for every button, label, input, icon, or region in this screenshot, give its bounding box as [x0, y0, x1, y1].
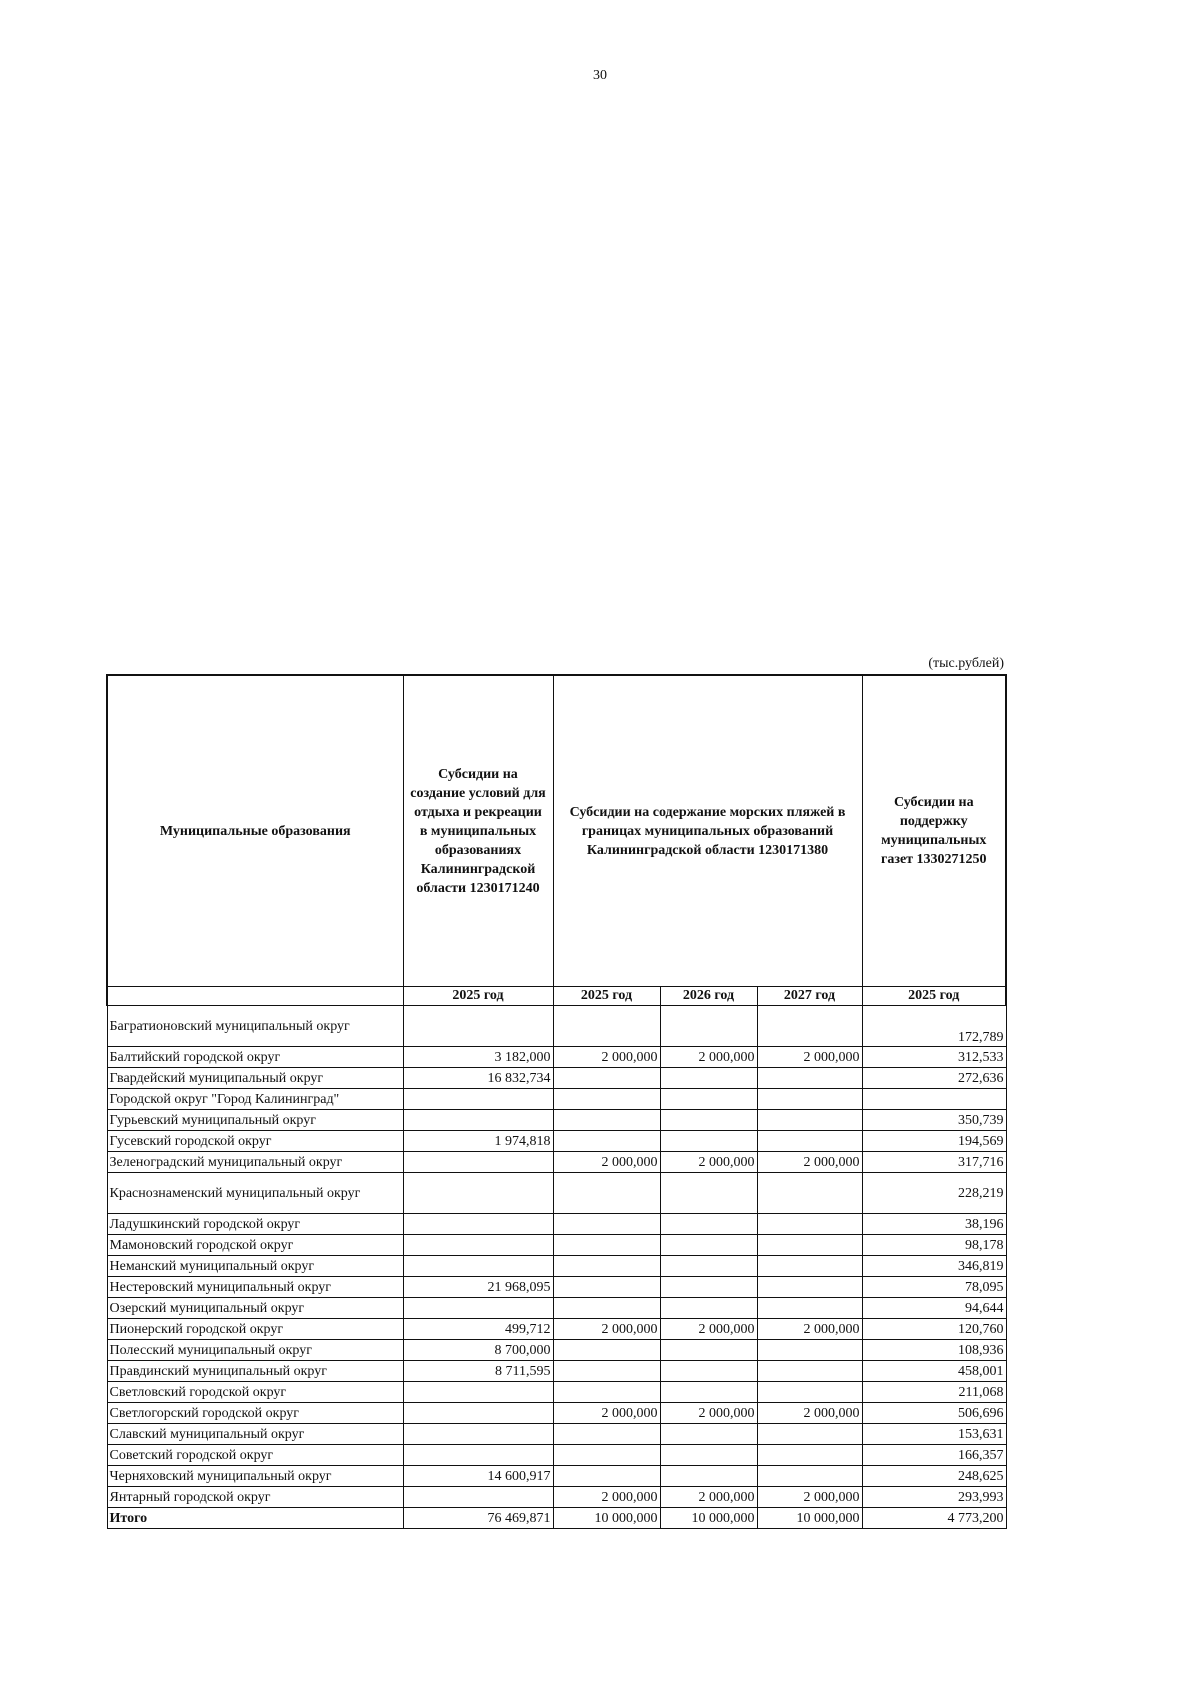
units-label: (тыс.рублей)	[928, 656, 1004, 671]
amount-cell	[660, 1466, 757, 1487]
amount-cell	[660, 1382, 757, 1403]
amount-cell: 317,716	[862, 1152, 1006, 1173]
total-amount-cell: 10 000,000	[660, 1508, 757, 1529]
amount-cell	[660, 1089, 757, 1110]
amount-cell	[757, 1131, 862, 1152]
table-row	[107, 1214, 1006, 1235]
amount-cell: 8 700,000	[403, 1340, 553, 1361]
amount-cell	[660, 1256, 757, 1277]
amount-cell	[403, 1006, 553, 1047]
amount-cell: 194,569	[862, 1131, 1006, 1152]
table-row	[107, 1487, 1006, 1508]
amount-cell: 2 000,000	[660, 1047, 757, 1068]
municipality-name: Пионерский городской округ	[107, 1319, 403, 1340]
page-number: 30	[593, 68, 607, 83]
table-row	[107, 1152, 1006, 1173]
amount-cell	[553, 1361, 660, 1382]
amount-cell	[757, 1214, 862, 1235]
amount-cell: 1 974,818	[403, 1131, 553, 1152]
amount-cell	[403, 1110, 553, 1131]
amount-cell	[757, 1382, 862, 1403]
subsidies-table	[106, 674, 1007, 1529]
amount-cell: 2 000,000	[660, 1403, 757, 1424]
header-newspapers-subsidy: Субсидии на поддержку муниципальных газет 1330271250	[862, 675, 1006, 987]
amount-cell	[660, 1131, 757, 1152]
table-row	[107, 1277, 1006, 1298]
amount-cell: 98,178	[862, 1235, 1006, 1256]
amount-cell: 2 000,000	[757, 1403, 862, 1424]
amount-cell	[660, 1006, 757, 1047]
header-year: 2025 год	[403, 987, 553, 1006]
amount-cell	[757, 1110, 862, 1131]
amount-cell	[660, 1173, 757, 1214]
municipality-name: Балтийский городской округ	[107, 1047, 403, 1068]
amount-cell	[757, 1235, 862, 1256]
table-row	[107, 1173, 1006, 1214]
table-years-row	[107, 987, 1006, 1006]
amount-cell	[660, 1445, 757, 1466]
amount-cell: 78,095	[862, 1277, 1006, 1298]
amount-cell	[403, 1235, 553, 1256]
municipality-name: Озерский муниципальный округ	[107, 1298, 403, 1319]
table-row	[107, 1340, 1006, 1361]
amount-cell: 346,819	[862, 1256, 1006, 1277]
municipality-name: Янтарный городской округ	[107, 1487, 403, 1508]
amount-cell	[403, 1445, 553, 1466]
total-row	[107, 1508, 1006, 1529]
municipality-name: Светловский городской округ	[107, 1382, 403, 1403]
header-recreation-subsidy: Субсидии на создание условий для отдыха и рекреации в муниципальных образованиях Калининградской области 1230171240	[403, 675, 553, 987]
amount-cell: 458,001	[862, 1361, 1006, 1382]
municipality-name: Зеленоградский муниципальный округ	[107, 1152, 403, 1173]
municipality-name: Полесский муниципальный округ	[107, 1340, 403, 1361]
amount-cell: 2 000,000	[553, 1047, 660, 1068]
amount-cell: 94,644	[862, 1298, 1006, 1319]
amount-cell	[660, 1277, 757, 1298]
amount-cell	[403, 1089, 553, 1110]
table-body	[107, 1006, 1006, 1529]
amount-cell: 248,625	[862, 1466, 1006, 1487]
amount-cell: 350,739	[862, 1110, 1006, 1131]
amount-cell: 2 000,000	[660, 1487, 757, 1508]
amount-cell	[862, 1089, 1006, 1110]
amount-cell	[403, 1256, 553, 1277]
amount-cell	[403, 1487, 553, 1508]
amount-cell	[553, 1277, 660, 1298]
table-row	[107, 1110, 1006, 1131]
amount-cell: 153,631	[862, 1424, 1006, 1445]
table-row	[107, 1235, 1006, 1256]
municipality-name: Неманский муниципальный округ	[107, 1256, 403, 1277]
municipality-name: Ладушкинский городской округ	[107, 1214, 403, 1235]
amount-cell	[403, 1424, 553, 1445]
amount-cell	[553, 1068, 660, 1089]
header-year: 2027 год	[757, 987, 862, 1006]
amount-cell: 21 968,095	[403, 1277, 553, 1298]
amount-cell	[757, 1277, 862, 1298]
amount-cell	[553, 1006, 660, 1047]
table-row	[107, 1256, 1006, 1277]
municipality-name: Краснознаменский муниципальный округ	[107, 1173, 403, 1214]
total-amount-cell: 76 469,871	[403, 1508, 553, 1529]
table-row	[107, 1403, 1006, 1424]
amount-cell: 16 832,734	[403, 1068, 553, 1089]
amount-cell	[660, 1361, 757, 1382]
amount-cell: 2 000,000	[757, 1047, 862, 1068]
table-row	[107, 1424, 1006, 1445]
header-municipalities: Муниципальные образования	[107, 675, 403, 987]
table-row	[107, 1131, 1006, 1152]
amount-cell: 2 000,000	[553, 1403, 660, 1424]
amount-cell	[660, 1214, 757, 1235]
header-beaches-subsidy: Субсидии на содержание морских пляжей в границах муниципальных образований Калининградской области 1230171380	[553, 675, 862, 987]
amount-cell: 172,789	[862, 1006, 1006, 1047]
amount-cell	[553, 1382, 660, 1403]
municipality-name: Советский городской округ	[107, 1445, 403, 1466]
amount-cell	[660, 1068, 757, 1089]
amount-cell	[403, 1403, 553, 1424]
municipality-name: Правдинский муниципальный округ	[107, 1361, 403, 1382]
amount-cell: 2 000,000	[553, 1152, 660, 1173]
table-row	[107, 1445, 1006, 1466]
amount-cell: 2 000,000	[757, 1487, 862, 1508]
amount-cell: 272,636	[862, 1068, 1006, 1089]
amount-cell	[553, 1089, 660, 1110]
table-row	[107, 1298, 1006, 1319]
amount-cell: 2 000,000	[660, 1319, 757, 1340]
amount-cell: 293,993	[862, 1487, 1006, 1508]
table-row	[107, 1382, 1006, 1403]
amount-cell	[553, 1340, 660, 1361]
amount-cell: 108,936	[862, 1340, 1006, 1361]
amount-cell	[757, 1340, 862, 1361]
amount-cell: 228,219	[862, 1173, 1006, 1214]
amount-cell	[553, 1424, 660, 1445]
amount-cell	[553, 1131, 660, 1152]
amount-cell: 38,196	[862, 1214, 1006, 1235]
amount-cell: 8 711,595	[403, 1361, 553, 1382]
amount-cell	[660, 1235, 757, 1256]
municipality-name: Гусевский городской округ	[107, 1131, 403, 1152]
amount-cell	[757, 1068, 862, 1089]
amount-cell	[403, 1298, 553, 1319]
amount-cell	[403, 1173, 553, 1214]
header-year: 2025 год	[553, 987, 660, 1006]
amount-cell	[403, 1382, 553, 1403]
table-header-row	[107, 675, 1006, 987]
amount-cell	[553, 1256, 660, 1277]
amount-cell: 120,760	[862, 1319, 1006, 1340]
amount-cell	[757, 1298, 862, 1319]
amount-cell: 2 000,000	[757, 1152, 862, 1173]
amount-cell: 166,357	[862, 1445, 1006, 1466]
amount-cell	[757, 1424, 862, 1445]
header-years-empty	[107, 987, 403, 1006]
municipality-name: Гвардейский муниципальный округ	[107, 1068, 403, 1089]
amount-cell: 3 182,000	[403, 1047, 553, 1068]
amount-cell	[757, 1466, 862, 1487]
amount-cell: 2 000,000	[757, 1319, 862, 1340]
amount-cell	[553, 1110, 660, 1131]
amount-cell: 499,712	[403, 1319, 553, 1340]
amount-cell: 2 000,000	[553, 1487, 660, 1508]
amount-cell	[403, 1214, 553, 1235]
amount-cell	[660, 1110, 757, 1131]
amount-cell	[757, 1006, 862, 1047]
amount-cell	[660, 1424, 757, 1445]
header-year: 2025 год	[862, 987, 1006, 1006]
amount-cell: 506,696	[862, 1403, 1006, 1424]
amount-cell: 14 600,917	[403, 1466, 553, 1487]
total-amount-cell: 4 773,200	[862, 1508, 1006, 1529]
amount-cell: 2 000,000	[660, 1152, 757, 1173]
municipality-name: Мамоновский городской округ	[107, 1235, 403, 1256]
total-label: Итого	[107, 1508, 403, 1529]
amount-cell	[757, 1256, 862, 1277]
amount-cell	[757, 1173, 862, 1214]
amount-cell	[660, 1340, 757, 1361]
municipality-name: Нестеровский муниципальный округ	[107, 1277, 403, 1298]
amount-cell: 2 000,000	[553, 1319, 660, 1340]
table-row	[107, 1006, 1006, 1047]
table-row	[107, 1319, 1006, 1340]
amount-cell	[757, 1445, 862, 1466]
municipality-name: Светлогорский городской округ	[107, 1403, 403, 1424]
municipality-name: Черняховский муниципальный округ	[107, 1466, 403, 1487]
amount-cell	[660, 1298, 757, 1319]
amount-cell	[553, 1235, 660, 1256]
amount-cell: 312,533	[862, 1047, 1006, 1068]
municipality-name: Славский муниципальный округ	[107, 1424, 403, 1445]
municipality-name: Гурьевский муниципальный округ	[107, 1110, 403, 1131]
municipality-name: Багратионовский муниципальный округ	[107, 1006, 403, 1047]
amount-cell	[553, 1214, 660, 1235]
table-row	[107, 1047, 1006, 1068]
amount-cell	[553, 1173, 660, 1214]
table-row	[107, 1089, 1006, 1110]
table-row	[107, 1361, 1006, 1382]
amount-cell	[553, 1445, 660, 1466]
amount-cell	[553, 1298, 660, 1319]
municipality-name: Городской округ "Город Калининград"	[107, 1089, 403, 1110]
table-row	[107, 1466, 1006, 1487]
header-year: 2026 год	[660, 987, 757, 1006]
total-amount-cell: 10 000,000	[757, 1508, 862, 1529]
amount-cell	[553, 1466, 660, 1487]
amount-cell	[757, 1089, 862, 1110]
amount-cell	[757, 1361, 862, 1382]
amount-cell	[403, 1152, 553, 1173]
amount-cell: 211,068	[862, 1382, 1006, 1403]
total-amount-cell: 10 000,000	[553, 1508, 660, 1529]
table-row	[107, 1068, 1006, 1089]
